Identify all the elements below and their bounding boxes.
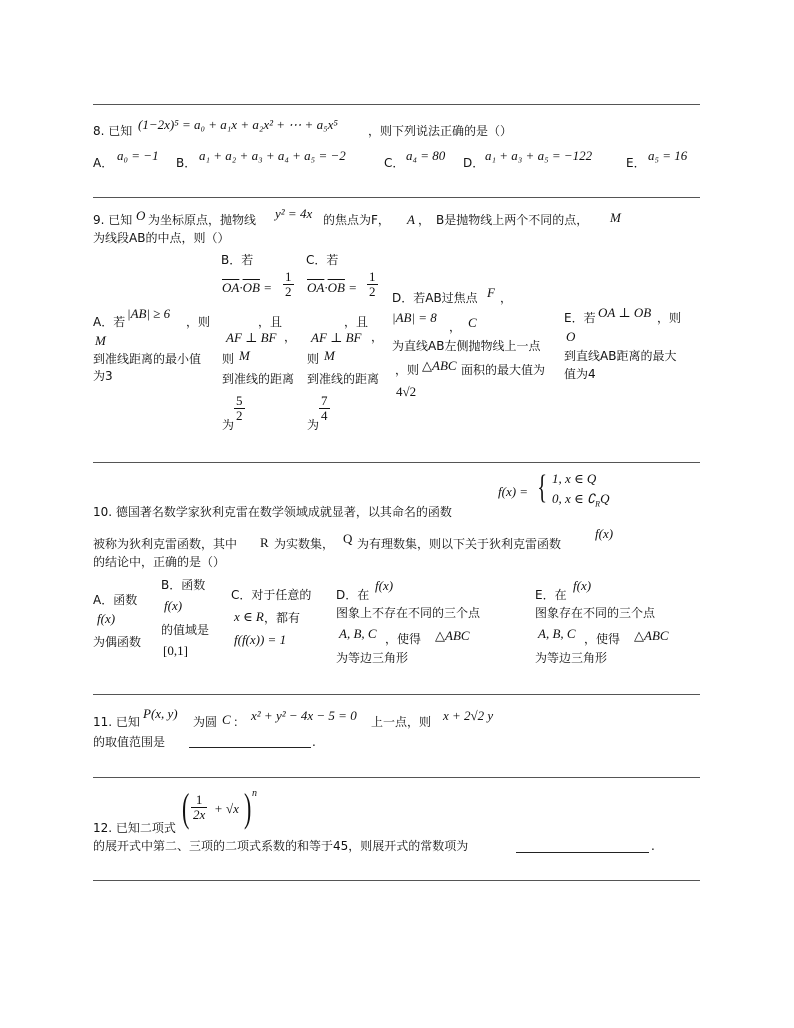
q10-option-b-range: [0,1]: [163, 643, 188, 658]
q10-option-c-xr: x ∈ R: [234, 609, 264, 624]
q9-option-c-answer: $\frac{7}{4}$: [321, 393, 328, 423]
q10-stem-3: 的结论中，正确的是（）: [93, 555, 226, 569]
q12-answer-blank[interactable]: [516, 852, 649, 853]
q12-stem-2: 的展开式中第二、三项的二项式系数的和等于45，则展开式的常数项为: [93, 839, 469, 853]
q8-option-a-math: a₀ = −1: [117, 148, 159, 163]
q9-option-e-o: O: [566, 329, 576, 344]
q9-option-b-comma: ，: [284, 330, 297, 344]
q8-option-c-math: a₄ = 80: [406, 148, 446, 163]
q9-option-c-frac: $\frac{1}{2}$: [369, 269, 376, 299]
q8-stem: 8. 已知: [93, 124, 133, 138]
q9-option-d-focus: F: [487, 285, 495, 300]
q9-option-a-m: M: [95, 333, 106, 348]
q12-left-paren: (: [181, 785, 190, 830]
q10-option-e-text3: ，使得: [584, 632, 621, 646]
q8-option-e-math: a₅ = 16: [648, 148, 688, 163]
divider-top: [93, 104, 700, 105]
q9-stem-1e: B是抛物线上两个不同的点，: [436, 213, 589, 227]
q9-stem-1a: 9. 已知: [93, 213, 133, 227]
q10-option-d-fx: f(x): [375, 578, 394, 593]
q8-option-d-math: a₁ + a₃ + a₅ = −122: [485, 148, 593, 163]
q8-option-b-label: B．: [176, 156, 197, 170]
q9-option-d-comma1: ，: [500, 291, 513, 305]
q10-option-e-triangle: △ABC: [634, 628, 669, 643]
q9-option-d-point-c: C: [468, 315, 477, 330]
q9-option-c-and: ，且: [344, 315, 369, 329]
q11-answer-blank[interactable]: [189, 747, 311, 748]
q9-option-c-is: 为: [307, 418, 320, 432]
q10-option-d-text3: ，使得: [385, 632, 422, 646]
q9-option-c-perp: AF ⊥ BF: [311, 330, 362, 345]
q9-option-e-if: E．若: [564, 311, 596, 325]
q10-option-c-ffx: f(f(x)) = 1: [234, 632, 287, 647]
q8-option-d-label: D．: [463, 156, 485, 170]
q11-stem-1a: 11. 已知: [93, 715, 140, 729]
q9-option-c-if: C．若: [306, 253, 339, 267]
q12-binomial-sqrt: + √x: [214, 801, 239, 816]
q9-option-e-perp: OA ⊥ OB: [598, 305, 652, 320]
q9-option-d-text2: 面积的最大值为: [461, 363, 546, 377]
q9-option-b-answer: $\frac{5}{2}$: [236, 393, 243, 423]
q11-stem-1d: 上一点，则: [371, 715, 432, 729]
q9-option-d-comma2: ，: [449, 320, 462, 334]
divider-q9: [93, 197, 700, 198]
q9-option-e-text2: 值为4: [564, 367, 596, 381]
q12-power: n: [252, 788, 257, 799]
q9-stem-2: 为线段AB的中点，则（）: [93, 231, 230, 245]
q10-option-c-text1: C．对于任意的: [231, 588, 312, 602]
q9-option-b-text: 到准线的距离: [222, 372, 295, 386]
q10-case-2: 0, x ∈ $∁_RQ$: [552, 491, 610, 509]
q10-stem-2b: 为实数集，: [274, 537, 335, 551]
q10-option-b-fx: f(x): [164, 598, 183, 613]
q9-option-d-if: D．若AB过焦点: [392, 291, 478, 305]
q10-option-b-text2: 的值域是: [161, 623, 210, 637]
q10-option-e-text1: E．在: [535, 588, 567, 602]
q10-option-e-abc: A, B, C: [538, 626, 576, 641]
q9-option-b-is: 为: [222, 418, 235, 432]
q8-option-a-label: A．: [93, 156, 114, 170]
q10-option-a-text2: 为偶函数: [93, 635, 142, 649]
q12-period: .: [651, 839, 655, 853]
q10-function-lhs: f(x) =: [498, 484, 529, 499]
divider-q10: [93, 462, 700, 463]
q10-option-b-text1: B．函数: [161, 578, 206, 592]
q11-colon: ：: [233, 715, 246, 729]
q9-option-a-text2: 为3: [93, 369, 113, 383]
q10-option-e-text4: 为等边三角形: [535, 651, 608, 665]
q8-tail: ，则下列说法正确的是（）: [368, 124, 513, 138]
divider-bottom: [93, 880, 700, 881]
q10-option-e-text2: 图象存在不同的三个点: [535, 606, 656, 620]
q8-option-c-label: C．: [384, 156, 405, 170]
q10-option-d-text1: D．在: [336, 588, 370, 602]
q9-option-a-then: ，则: [186, 315, 211, 329]
q10-real-set: R: [260, 535, 269, 550]
q11-point-p: P(x, y): [143, 706, 178, 721]
q9-option-e-text1: 到直线AB距离的最大: [564, 349, 677, 363]
q11-stem-2: 的取值范围是: [93, 735, 166, 749]
q9-option-c-text: 到准线的距离: [307, 372, 380, 386]
q10-option-d-text2: 图象上不存在不同的三个点: [336, 606, 481, 620]
q11-period: .: [312, 735, 316, 749]
q9-point-a: A: [407, 212, 415, 227]
q8-option-b-math: a₁ + a₂ + a₃ + a₄ + a₅ = −2: [199, 148, 346, 163]
q9-origin-o: O: [136, 208, 146, 223]
divider-q11: [93, 694, 700, 695]
q9-option-d-abs: |AB| = 8: [392, 310, 437, 325]
q10-option-e-fx: f(x): [573, 578, 592, 593]
q9-comma: ，: [418, 213, 431, 227]
q9-option-c-m: M: [324, 348, 335, 363]
q9-option-b-frac: $\frac{1}{2}$: [285, 269, 292, 299]
q10-option-d-text4: 为等边三角形: [336, 651, 409, 665]
q9-option-c-then: 则: [307, 352, 320, 366]
q9-option-b-and: ，且: [258, 315, 283, 329]
q10-option-c-text2: ，都有: [264, 611, 301, 625]
q11-circle-c: C: [222, 712, 231, 727]
q10-stem-2a: 被称为狄利克雷函数，其中: [93, 537, 238, 551]
q12-right-paren: ): [243, 785, 252, 830]
q9-option-e-then: ，则: [657, 311, 682, 325]
q10-case-1: 1, x ∈ Q: [552, 471, 597, 486]
q10-option-a-text1: A．函数: [93, 593, 138, 607]
q9-option-a-abs: |AB| ≥ 6: [127, 306, 171, 321]
q9-parabola: y² = 4x: [275, 206, 313, 221]
q9-option-b-perp: AF ⊥ BF: [226, 330, 277, 345]
q10-function-ref: f(x): [595, 526, 614, 541]
q10-option-a-fx: f(x): [97, 611, 116, 626]
q9-midpoint-m: M: [610, 210, 621, 225]
q11-target-expr: x + 2√2 y: [443, 708, 494, 723]
q9-option-b-then: 则: [222, 352, 235, 366]
q10-option-d-abc: A, B, C: [339, 626, 377, 641]
q9-option-d-triangle: △ABC: [422, 358, 457, 373]
q9-option-c-comma: ，: [371, 330, 384, 344]
q8-expression: (1−2x)⁵ = a₀ + a₁x + a₂x² + ⋯ + a₅x⁵: [138, 117, 338, 132]
q12-stem-1: 12. 已知二项式: [93, 821, 176, 835]
q9-option-b-m: M: [239, 348, 250, 363]
q9-stem-1b: 为坐标原点，抛物线: [148, 213, 257, 227]
q10-stem-2c: 为有理数集，则以下关于狄利克雷函数: [357, 537, 562, 551]
q9-option-d-then: ，则: [395, 363, 420, 377]
q10-stem-1: 10. 德国著名数学家狄利克雷在数学领域成就显著，以其命名的函数: [93, 505, 452, 519]
q10-piecewise-brace: {: [537, 469, 548, 506]
q9-option-b-if: B．若: [221, 253, 254, 267]
q10-rational-set: Q: [343, 531, 353, 546]
q10-option-d-triangle: △ABC: [435, 628, 470, 643]
q9-option-b-dot: $\overline{OA}\cdot\overline{OB}$ =: [222, 280, 272, 295]
q11-stem-1b: 为圆: [193, 715, 218, 729]
q9-option-c-dot: $\overline{OA}\cdot\overline{OB}$ =: [307, 280, 357, 295]
q11-circle-eq: x² + y² − 4x − 5 = 0: [251, 708, 357, 723]
q9-option-a-if: A．若: [93, 315, 126, 329]
q9-stem-1c: 的焦点为F，: [323, 213, 390, 227]
q9-option-a-text1: 到准线距离的最小值: [93, 352, 202, 366]
q8-option-e-label: E．: [626, 156, 646, 170]
q9-option-d-text1: 为直线AB左侧抛物线上一点: [392, 339, 541, 353]
q12-binomial-fraction: $\frac{1}{2x}$: [193, 792, 206, 822]
q9-option-d-value: 4√2: [396, 384, 417, 399]
divider-q12: [93, 777, 700, 778]
